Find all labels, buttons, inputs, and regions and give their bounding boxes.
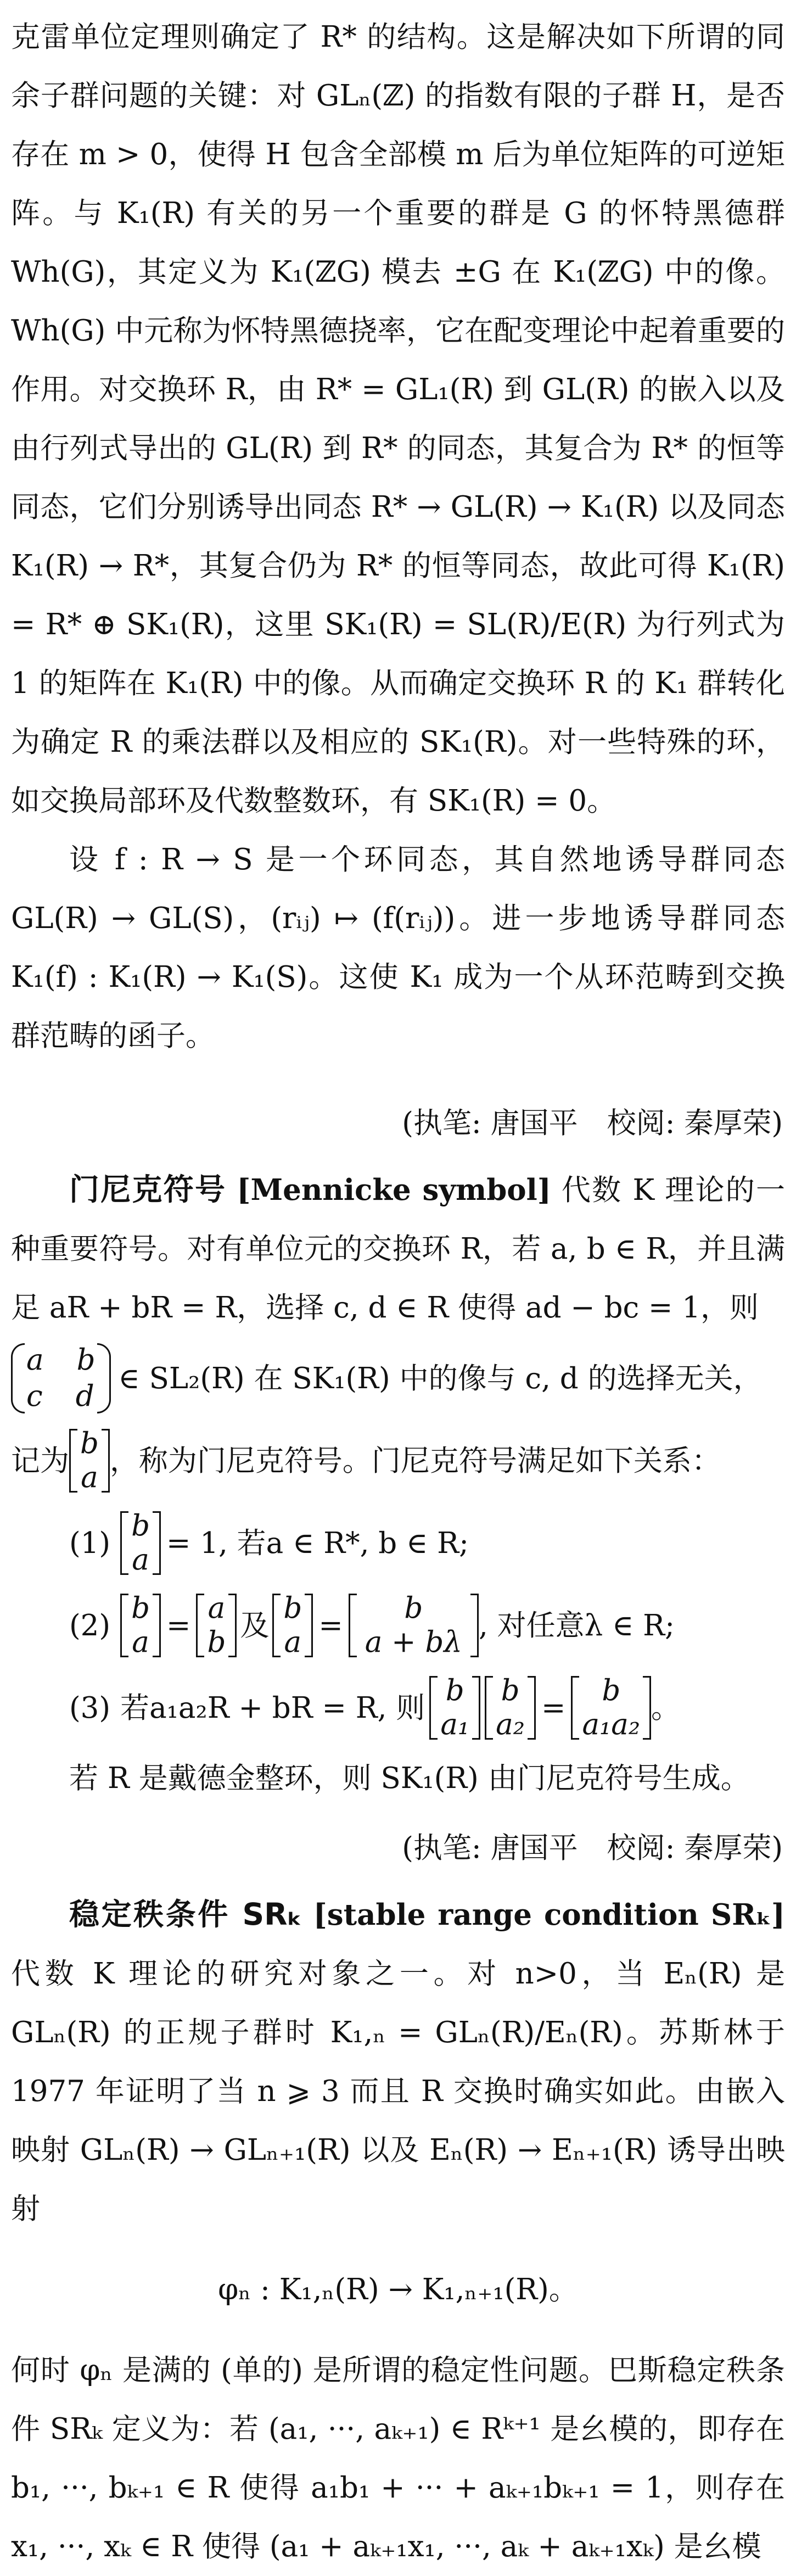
matrix-entry: c (26, 1379, 43, 1413)
mennicke-symbol (120, 1509, 161, 1577)
relation-text: 若a₁a₂R + bR = R, 则 (120, 1691, 425, 1725)
symbol-bottom: a (132, 1625, 149, 1659)
paragraph-k1-structure: 克雷单位定理则确定了 R* 的结构。这是解决如下所谓的同余子群问题的关键：对 GLₙ(ℤ) 的指数有限的子群 H，是否存在 m > 0，使得 H 包含全部模 m 后为单位矩阵的可逆矩阵。与 K₁(R) 有关的另一个重要的群是 G 的怀特黑德群 Wh(G)，其定义为 K₁(ℤG) 模去 ±G 在 K₁(ℤG) 中的像。Wh(G) 中元称为怀特黑德挠率，它在配变理论中起着重要的作用。对交换环 R，由 R* = GL₁(R) 到 GL(R) 的嵌入以及由行列式导出的 GL(R) 到 R* 的同态，其复合为 R* 的恒等同态，它们分别诱导出同态 R* → GL(R) → K₁(R) 以及同态 K₁(R) → R*，其复合仍为 R* 的恒等同态，故此可得 K₁(R) = R* ⊕ SK₁(R)，这里 SK₁(R) = SL(R)/E(R) 为行列式为 1 的矩阵在 K₁(R) 中的像。从而确定交换环 R 的 K₁ 群转化为确定 R 的乘法群以及相应的 SK₁(R)。对一些特殊的环，如交换局部环及代数整数环，有 SK₁(R) = 0。 (11, 20, 785, 818)
paragraph-functor: 设 f : R → S 是一个环同态，其自然地诱导群同态 GL(R) → GL(S)，(rᵢⱼ) ↦ (f(rᵢⱼ))。进一步地诱导群同态 K₁(f) : K₁(R) → K₁(S)。这使 K₁ 成为一个从环范畴到交换群范畴的函子。 (11, 843, 785, 1053)
symbol-bottom: b (207, 1625, 226, 1659)
symbol-top: b (602, 1674, 621, 1707)
author-signature: (执笔: 唐国平 校阅: 秦厚荣) (402, 1107, 783, 1140)
entry-title: 稳定秩条件 SRₖ (69, 1897, 302, 1932)
relation-number: (2) (69, 1608, 111, 1642)
entry-text: ，称为门尼克符号。门尼克符号满足如下关系： (109, 1444, 721, 1478)
matrix-entry: b (76, 1343, 96, 1377)
symbol-bottom: a₁ (440, 1708, 470, 1741)
relation-text: , 对任意λ ∈ R; (478, 1608, 675, 1642)
symbol-bottom: a₁a₂ (582, 1708, 641, 1741)
symbol-top: b (445, 1674, 464, 1707)
entry-text-continued: 何时 φₙ 是满的 (单的) 是所谓的稳定性问题。巴斯稳定秩条件 SRₖ 定义为：若 (a₁, ···, aₖ₊₁) ∈ Rᵏ⁺¹ 是幺模的，即存在 b₁, ···, bₖ₊₁ ∈ R 使得 a₁b₁ + ··· + aₖ₊₁bₖ₊₁ = 1，则存在 x₁, ···, xₖ ∈ R 使得 (a₁ + aₖ₊₁x₁, ···, aₖ + aₖ₊₁xₖ) 是幺模 (11, 2354, 785, 2563)
symbol-top: b (404, 1591, 423, 1625)
entry-text: 代数 K 理论的一种重要符号。对有单位元的交换环 R，若 a, b ∈ R，并且满足 aR + bR = R，选择 c, d ∈ R 使得 ad − bc = 1，则 (11, 1174, 785, 1325)
entry-text: 代数 K 理论的研究对象之一。对 n>0，当 Eₙ(R) 是 GLₙ(R) 的正规子群时 K₁,ₙ = GLₙ(R)/Eₙ(R)。苏斯林于 1977 年证明了当 n ⩾ 3 而且 R 交换时确实如此。由嵌入映射 GLₙ(R) → GLₙ₊₁(R) 以及 Eₙ(R) → Eₙ₊₁(R) 诱导出映射 (11, 1957, 785, 2226)
symbol-top: b (283, 1591, 302, 1625)
symbol-top: b (131, 1591, 150, 1625)
mennicke-symbol (69, 1427, 110, 1495)
mennicke-symbol (349, 1591, 479, 1659)
display-equation: φₙ : K₁,ₙ(R) → K₁,ₙ₊₁(R)。 (218, 2273, 578, 2306)
mennicke-symbol (272, 1591, 313, 1659)
mennicke-symbol (571, 1674, 651, 1742)
relation-number: (1) (69, 1526, 111, 1560)
symbol-bottom: a₂ (496, 1708, 525, 1741)
symbol-bottom: a (132, 1543, 149, 1577)
entry-title: 门尼克符号 (69, 1172, 227, 1207)
symbol-bottom: a (284, 1625, 302, 1659)
mennicke-symbol (120, 1591, 161, 1659)
entry-mennicke-intro (11, 1160, 785, 1337)
entry-text: ∈ SL₂(R) 在 SK₁(R) 中的像与 c, d 的选择无关， (118, 1361, 763, 1395)
author-signature: (执笔: 唐国平 校阅: 秦厚荣) (402, 1831, 783, 1865)
symbol-top: b (80, 1427, 99, 1460)
relation-1 (11, 1502, 785, 1584)
symbol-top: b (501, 1674, 520, 1707)
entry-closing: 若 R 是戴德金整环，则 SK₁(R) 由门尼克符号生成。 (69, 1762, 750, 1795)
entry-english-title: [Mennicke symbol] (237, 1173, 551, 1207)
relation-text: 及 (240, 1608, 270, 1642)
mennicke-symbol (485, 1674, 536, 1742)
relation-text: = 1, 若a ∈ R*, b ∈ R; (166, 1526, 469, 1560)
symbol-bottom: a (81, 1461, 98, 1494)
matrix-2x2 (11, 1342, 111, 1415)
relation-2: (2) b a = a b 及 b a = b a + bλ , 对任意λ ∈ R; (69, 1591, 675, 1659)
symbol-top: a (208, 1591, 226, 1625)
matrix-entry: d (75, 1379, 94, 1413)
mennicke-symbol (429, 1674, 480, 1742)
entry-text: 记为 (11, 1444, 69, 1478)
symbol-top: b (131, 1509, 150, 1543)
matrix-entry: a (26, 1343, 44, 1377)
relation-text: 。 (651, 1691, 681, 1725)
entry-english-title: [stable range condition SRₖ] (313, 1898, 785, 1932)
relation-number: (3) (69, 1691, 111, 1725)
mennicke-symbol (196, 1591, 237, 1659)
symbol-bottom: a + bλ (365, 1625, 462, 1659)
matrix-line (11, 1337, 785, 1420)
relation-3: (3) 若a₁a₂R + bR = R, 则 b a₁ b a₂ = b a₁a₂ 。 (69, 1674, 681, 1741)
notation-line (11, 1420, 785, 1502)
entry-stable-range (11, 1885, 785, 2238)
